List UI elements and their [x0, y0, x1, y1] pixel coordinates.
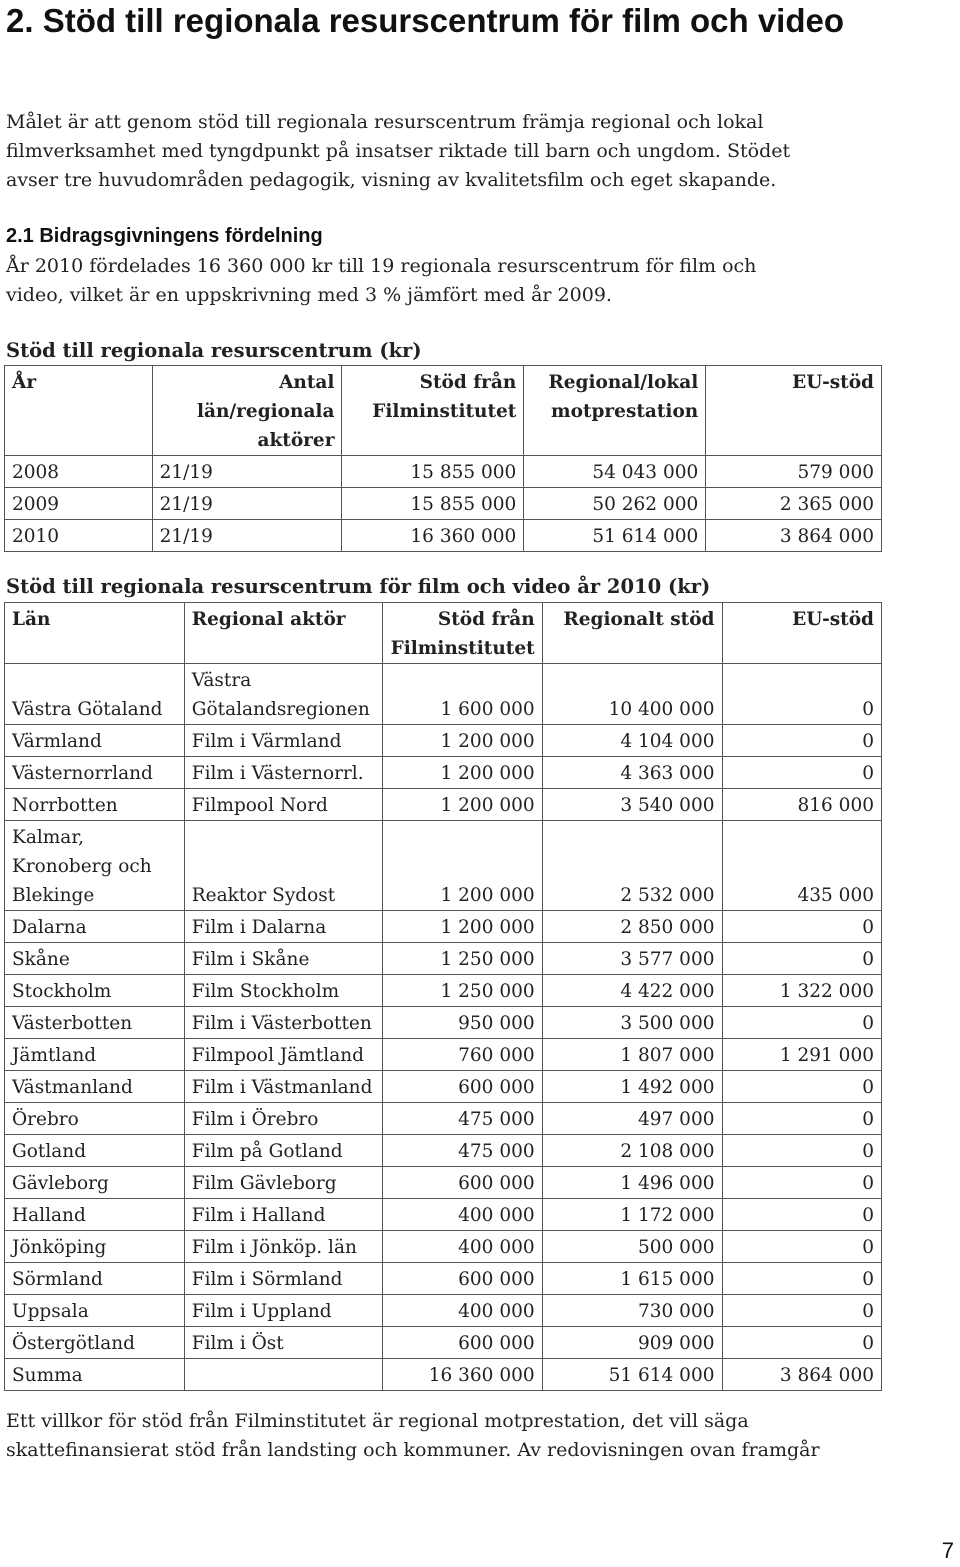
table1-caption: Stöd till regionala resurscentrum (kr) — [6, 339, 422, 362]
table-row — [5, 1263, 882, 1295]
cell-actor: Film i Uppland — [184, 1295, 382, 1327]
table-row — [5, 1231, 882, 1263]
cell-actor: Film i Öst — [184, 1327, 382, 1359]
cell-actor: Film i Dalarna — [184, 911, 382, 943]
cell-county: Jönköping — [5, 1231, 185, 1263]
cell-eu: 0 — [722, 1263, 882, 1295]
cell-regional: 54 043 000 — [524, 456, 706, 488]
cell-year: 2009 — [5, 488, 153, 520]
cell-fi-support: 400 000 — [382, 1231, 542, 1263]
cell-fi-support: 950 000 — [382, 1007, 542, 1039]
cell-fi-support: 1 600 000 — [382, 664, 542, 725]
table2-header-eu: EU-stöd — [722, 603, 882, 664]
cell-actor: Film Gävleborg — [184, 1167, 382, 1199]
table1 — [4, 365, 882, 552]
cell-actor: Film i Västmanland — [184, 1071, 382, 1103]
table-row — [5, 1135, 882, 1167]
cell-regional: 1 496 000 — [542, 1167, 722, 1199]
cell-eu: 0 — [722, 1199, 882, 1231]
cell-fi-support: 16 360 000 — [342, 520, 524, 552]
table-row — [5, 975, 882, 1007]
table-row — [5, 1103, 882, 1135]
table-row — [5, 943, 882, 975]
cell-actor — [184, 1359, 382, 1391]
table-row — [5, 456, 882, 488]
cell-county: Sörmland — [5, 1263, 185, 1295]
table2 — [4, 602, 882, 1391]
cell-fi-support: 600 000 — [382, 1263, 542, 1295]
cell-eu: 0 — [722, 943, 882, 975]
table-row — [5, 1007, 882, 1039]
cell-regional: 3 577 000 — [542, 943, 722, 975]
page-number: 7 — [941, 1538, 954, 1563]
table-row — [5, 757, 882, 789]
cell-eu: 0 — [722, 1231, 882, 1263]
cell-eu: 0 — [722, 1295, 882, 1327]
cell-county: Gävleborg — [5, 1167, 185, 1199]
cell-regional: 4 363 000 — [542, 757, 722, 789]
intro-paragraph: Målet är att genom stöd till regionala resurscentrum främja regional och lokal filmverksamhet med tyngdpunkt på insatser riktade till barn och ungdom. Stödet avser tre huvudområden pedagogik, visning av kvalitetsfilm och eget skapande. — [6, 111, 791, 191]
cell-regional: 2 532 000 — [542, 821, 722, 911]
cell-eu: 3 864 000 — [706, 520, 882, 552]
cell-fi-support: 400 000 — [382, 1199, 542, 1231]
cell-county: Västra Götaland — [5, 664, 185, 725]
cell-fi-support: 475 000 — [382, 1135, 542, 1167]
cell-county: Kalmar, Kronoberg och Blekinge — [5, 821, 185, 911]
cell-year: 2008 — [5, 456, 153, 488]
table-row — [5, 1039, 882, 1071]
footer-paragraph: Ett villkor för stöd från Filminstitutet är regional motprestation, det vill säga skattefinansierat stöd från landsting och kommuner. Av redovisningen ovan framgår — [6, 1410, 820, 1461]
section-body: År 2010 fördelades 16 360 000 kr till 19 regionala resurscentrum för film och video, vilket är en uppskrivning med 3 % jämfört med år 2009. — [6, 255, 757, 306]
cell-fi-support: 16 360 000 — [382, 1359, 542, 1391]
cell-eu: 816 000 — [722, 789, 882, 821]
table-row — [5, 488, 882, 520]
cell-eu: 579 000 — [706, 456, 882, 488]
cell-regional: 50 262 000 — [524, 488, 706, 520]
cell-county: Skåne — [5, 943, 185, 975]
table-row — [5, 789, 882, 821]
table-row — [5, 725, 882, 757]
table-row — [5, 821, 882, 911]
cell-county: Västernorrland — [5, 757, 185, 789]
cell-actor: Film Stockholm — [184, 975, 382, 1007]
cell-fi-support: 1 200 000 — [382, 789, 542, 821]
cell-fi-support: 760 000 — [382, 1039, 542, 1071]
cell-regional: 51 614 000 — [542, 1359, 722, 1391]
cell-fi-support: 1 200 000 — [382, 757, 542, 789]
table-row — [5, 1199, 882, 1231]
cell-county: Örebro — [5, 1103, 185, 1135]
table2-header-regional: Regionalt stöd — [542, 603, 722, 664]
cell-actor: Film på Gotland — [184, 1135, 382, 1167]
cell-fi-support: 600 000 — [382, 1327, 542, 1359]
cell-regional: 4 104 000 — [542, 725, 722, 757]
cell-fi-support: 400 000 — [382, 1295, 542, 1327]
cell-actor: Film i Värmland — [184, 725, 382, 757]
cell-actor: Reaktor Sydost — [184, 821, 382, 911]
cell-eu: 0 — [722, 1007, 882, 1039]
cell-fi-support: 475 000 — [382, 1103, 542, 1135]
cell-actor: Film i Skåne — [184, 943, 382, 975]
cell-regional: 3 540 000 — [542, 789, 722, 821]
cell-county: Dalarna — [5, 911, 185, 943]
table-row — [5, 1327, 882, 1359]
cell-regional: 4 422 000 — [542, 975, 722, 1007]
table-row — [5, 1295, 882, 1327]
cell-count: 21/19 — [152, 456, 342, 488]
cell-count: 21/19 — [152, 520, 342, 552]
cell-fi-support: 1 200 000 — [382, 911, 542, 943]
cell-county: Stockholm — [5, 975, 185, 1007]
cell-fi-support: 15 855 000 — [342, 488, 524, 520]
cell-county: Jämtland — [5, 1039, 185, 1071]
cell-county: Halland — [5, 1199, 185, 1231]
cell-actor: Västra Götalandsregionen — [184, 664, 382, 725]
table2-header-fi-support: Stöd från Filminstitutet — [382, 603, 542, 664]
page-heading: 2. Stöd till regionala resurscentrum för film och video — [6, 2, 845, 39]
cell-fi-support: 1 200 000 — [382, 725, 542, 757]
cell-county: Värmland — [5, 725, 185, 757]
section-title: 2.1 Bidragsgivningens fördelning — [6, 225, 323, 247]
cell-eu: 0 — [722, 911, 882, 943]
table2-header-row — [5, 603, 882, 664]
cell-regional: 10 400 000 — [542, 664, 722, 725]
table2-body — [5, 664, 882, 1391]
cell-actor: Film i Örebro — [184, 1103, 382, 1135]
table1-header-row — [5, 366, 882, 456]
cell-regional: 1 172 000 — [542, 1199, 722, 1231]
cell-regional: 3 500 000 — [542, 1007, 722, 1039]
cell-eu: 1 322 000 — [722, 975, 882, 1007]
cell-regional: 500 000 — [542, 1231, 722, 1263]
table2-header-actor: Regional aktör — [184, 603, 382, 664]
cell-eu: 3 864 000 — [722, 1359, 882, 1391]
table1-header-count: Antal län/regionala aktörer — [152, 366, 342, 456]
table1-header-regional: Regional/lokal motprestation — [524, 366, 706, 456]
cell-fi-support: 1 200 000 — [382, 821, 542, 911]
cell-fi-support: 600 000 — [382, 1167, 542, 1199]
table-row — [5, 1071, 882, 1103]
cell-actor: Film i Halland — [184, 1199, 382, 1231]
cell-regional: 1 807 000 — [542, 1039, 722, 1071]
cell-county: Gotland — [5, 1135, 185, 1167]
cell-eu: 0 — [722, 725, 882, 757]
cell-actor: Film i Jönköp. län — [184, 1231, 382, 1263]
cell-actor: Filmpool Jämtland — [184, 1039, 382, 1071]
cell-county: Västerbotten — [5, 1007, 185, 1039]
cell-year: 2010 — [5, 520, 153, 552]
cell-county: Östergötland — [5, 1327, 185, 1359]
cell-eu: 0 — [722, 1135, 882, 1167]
cell-fi-support: 1 250 000 — [382, 943, 542, 975]
cell-regional: 51 614 000 — [524, 520, 706, 552]
table2-caption: Stöd till regionala resurscentrum för film och video år 2010 (kr) — [6, 575, 711, 598]
cell-eu: 0 — [722, 664, 882, 725]
cell-count: 21/19 — [152, 488, 342, 520]
table1-header-eu: EU-stöd — [706, 366, 882, 456]
cell-fi-support: 1 250 000 — [382, 975, 542, 1007]
table1-header-year: År — [5, 366, 153, 456]
cell-regional: 730 000 — [542, 1295, 722, 1327]
cell-county: Uppsala — [5, 1295, 185, 1327]
cell-regional: 909 000 — [542, 1327, 722, 1359]
summary-row — [5, 1359, 882, 1391]
cell-eu: 0 — [722, 1327, 882, 1359]
cell-regional: 497 000 — [542, 1103, 722, 1135]
cell-regional: 1 615 000 — [542, 1263, 722, 1295]
cell-county: Summa — [5, 1359, 185, 1391]
table2-header-county: Län — [5, 603, 185, 664]
cell-regional: 1 492 000 — [542, 1071, 722, 1103]
table-row — [5, 520, 882, 552]
cell-eu: 1 291 000 — [722, 1039, 882, 1071]
cell-actor: Film i Västerbotten — [184, 1007, 382, 1039]
cell-county: Norrbotten — [5, 789, 185, 821]
cell-actor: Film i Västernorrl. — [184, 757, 382, 789]
table-row — [5, 664, 882, 725]
table-row — [5, 1167, 882, 1199]
table-row — [5, 911, 882, 943]
cell-regional: 2 850 000 — [542, 911, 722, 943]
cell-eu: 0 — [722, 1071, 882, 1103]
cell-eu: 0 — [722, 1103, 882, 1135]
cell-eu: 0 — [722, 757, 882, 789]
cell-county: Västmanland — [5, 1071, 185, 1103]
cell-eu: 435 000 — [722, 821, 882, 911]
cell-regional: 2 108 000 — [542, 1135, 722, 1167]
cell-eu: 2 365 000 — [706, 488, 882, 520]
cell-fi-support: 600 000 — [382, 1071, 542, 1103]
cell-eu: 0 — [722, 1167, 882, 1199]
table1-header-fi-support: Stöd från Filminstitutet — [342, 366, 524, 456]
cell-fi-support: 15 855 000 — [342, 456, 524, 488]
cell-actor: Film i Sörmland — [184, 1263, 382, 1295]
cell-actor: Filmpool Nord — [184, 789, 382, 821]
